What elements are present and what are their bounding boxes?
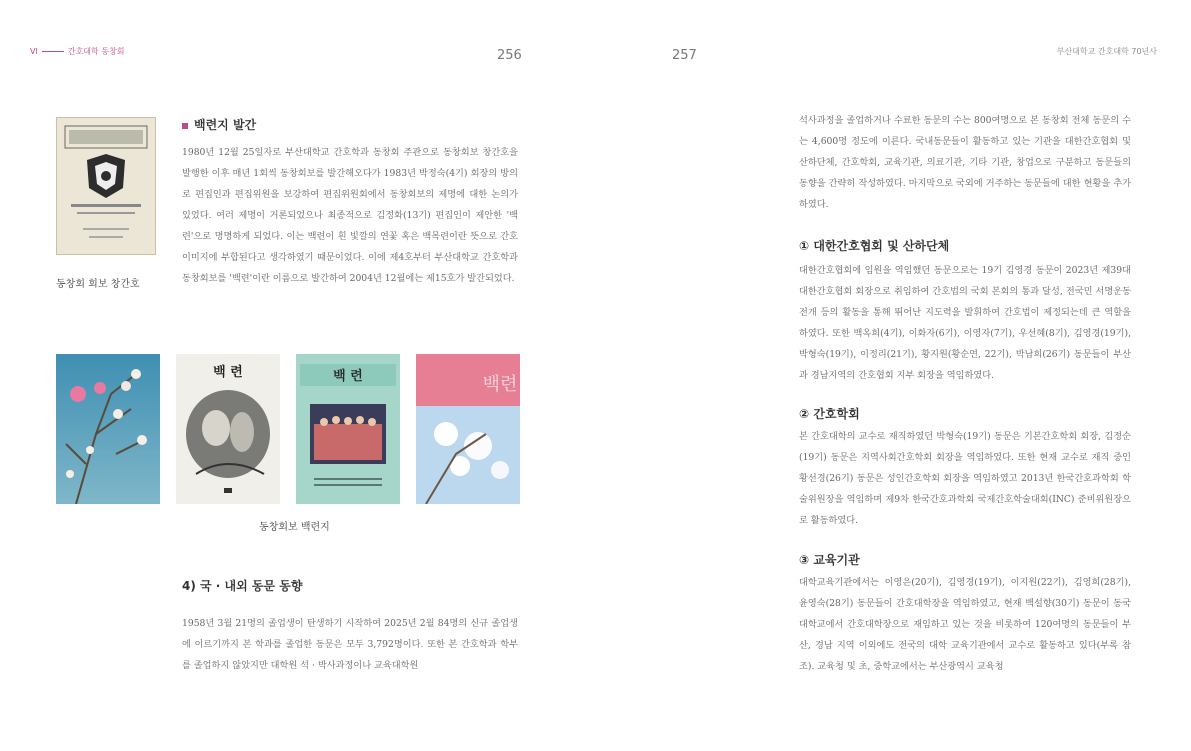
subsection-paragraph-knna: 대한간호협회에 임원을 역임했던 동문으로는 19기 김영경 동문이 2023년 제39대 대한간호협회 회장으로 취임하여 간호법의 국회 본회의 통과 달성, 전국민 서명운동 전개 등의 활동을 통해 뛰어난 지도력을 발휘하여 간호법이 제정되는데 큰 역할을 하였다. 또한 백옥희(4기), 이화자(6기), 이영자(7기), 우선혜(8기), 김영경(19기), 박형숙(19기), 이정리(21기), 황지원(황순연, 22기), 박남희(26기) 동문들이 부산과 경남지역의 간호협회 지부 회장을 역임하였다. xyxy=(799,265,1131,381)
journal-cover-2 xyxy=(176,354,280,504)
first-issue-cover-photo xyxy=(56,117,156,255)
header-divider xyxy=(42,51,64,52)
first-issue-caption: 동창회 회보 창간호 xyxy=(56,279,140,290)
subsection-title-knna: ① 대한간호협회 및 산하단체 xyxy=(799,239,950,253)
subsection-title-education: ③ 교육기관 xyxy=(799,553,860,567)
section-title-text: 백련지 발간 xyxy=(194,118,257,132)
section-paragraph-baekryeon: 1980년 12월 25일자로 부산대학교 간호학과 동창회 주관으로 동창회보 창간호을 발행한 이후 매년 1회씩 동창회보를 발간해오다가 1983년 박정숙(4기) 회장의 방의로 편집인과 편집위원을 보강하여 편집위원회에서 동창회보의 제명에 대한 논의가 있었다. 여러 제명이 거론되었으나 최종적으로 김정화(13기) 편집인이 제안한 '백련'으로 명명하게 되었다. 이는 백련이 흰 빛깔의 연꽃 혹은 백목련이란 뜻으로 간호이미지에 부합된다고 생각하였기 때문이었다. 이에 제4호부터 부산대학교 간호학과 동창회보를 '백련'이란 이름으로 발간하여 2004년 12월에는 제15호가 발간되었다. xyxy=(182,147,518,284)
page-number-right: 257 xyxy=(672,48,697,63)
section-paragraph-alumni-trends: 1958년 3월 21명의 졸업생이 탄생하기 시작하여 2025년 2월 84명의 신규 졸업생에 이르기까지 본 학과를 졸업한 동문은 모두 3,792명이다. 또한 본 간호학과 학부를 졸업하지 않았지만 대학원 석 · 박사과정이나 교육대학원 xyxy=(182,618,518,671)
left-page xyxy=(0,0,595,751)
subsection-paragraph-academic-society: 본 간호대학의 교수로 재직하였던 박형숙(19기) 동문은 기본간호학회 회장, 김정순(19기) 동문은 지역사회간호학회 회장을 역임하였다. 또한 현재 교수로 재직 중인 황선경(26기) 동문은 성인간호학회 회장을 역임하였고 2013년 한국간호과학회 학술위원장을 역임하며 제9차 한국간호과학회 국제간호학술대회(INC) 준비위원장으로 활동하였다. xyxy=(799,431,1131,526)
journal-cover-1 xyxy=(56,354,160,504)
header-section: 간호대학 동창회 xyxy=(67,47,125,56)
group-caption: 동창회보 백련지 xyxy=(259,522,330,533)
section-title-baekryeon xyxy=(182,116,256,133)
page-number-left: 256 xyxy=(497,48,522,63)
running-header-right: 부산대학교 간호대학 70년사 xyxy=(1056,47,1157,56)
intro-paragraph: 석사과정을 졸업하거나 수료한 동문의 수는 800여명으로 본 동창회 전체 동문의 수는 4,600명 정도에 이른다. 국내동문들이 활동하고 있는 기관을 대한간호협회 및 산하단체, 간호학회, 교육기관, 의료기관, 기타 기관, 창업으로 구분하고 동문들의 동향을 간략히 작성하였다. 마지막으로 국외에 거주하는 동문들에 대한 현황을 추가하였다. xyxy=(799,115,1131,210)
right-page xyxy=(596,0,1191,751)
running-header-left xyxy=(30,46,124,57)
svg-text:백 련: 백 련 xyxy=(333,369,363,384)
svg-text:백 련: 백 련 xyxy=(213,365,243,380)
subsection-title-academic-society: ② 간호학회 xyxy=(799,407,860,421)
header-chapter: VI xyxy=(30,47,38,56)
section-title-alumni-trends: 4) 국 · 내외 동문 동향 xyxy=(182,579,303,593)
journal-cover-3 xyxy=(296,354,400,504)
svg-text:백련: 백련 xyxy=(482,374,518,395)
subsection-paragraph-education: 대학교육기관에서는 이영은(20기), 김영경(19기), 이지원(22기), 김영희(28기), 윤영숙(28기) 동문들이 간호대학장을 역임하였고, 현재 백설향(30기) 동문이 동국대학교에서 간호대학장으로 재임하고 있는 것을 비롯하여 120여명의 동문들이 부산, 경남 지역 이외에도 전국의 대학 교육기관에서 교수로 활동하고 있다(부록 참조). 교육청 및 초, 중학교에서는 부산광역시 교육청 xyxy=(799,577,1131,672)
journal-cover-4 xyxy=(416,354,520,504)
bullet-square-icon xyxy=(182,123,188,129)
